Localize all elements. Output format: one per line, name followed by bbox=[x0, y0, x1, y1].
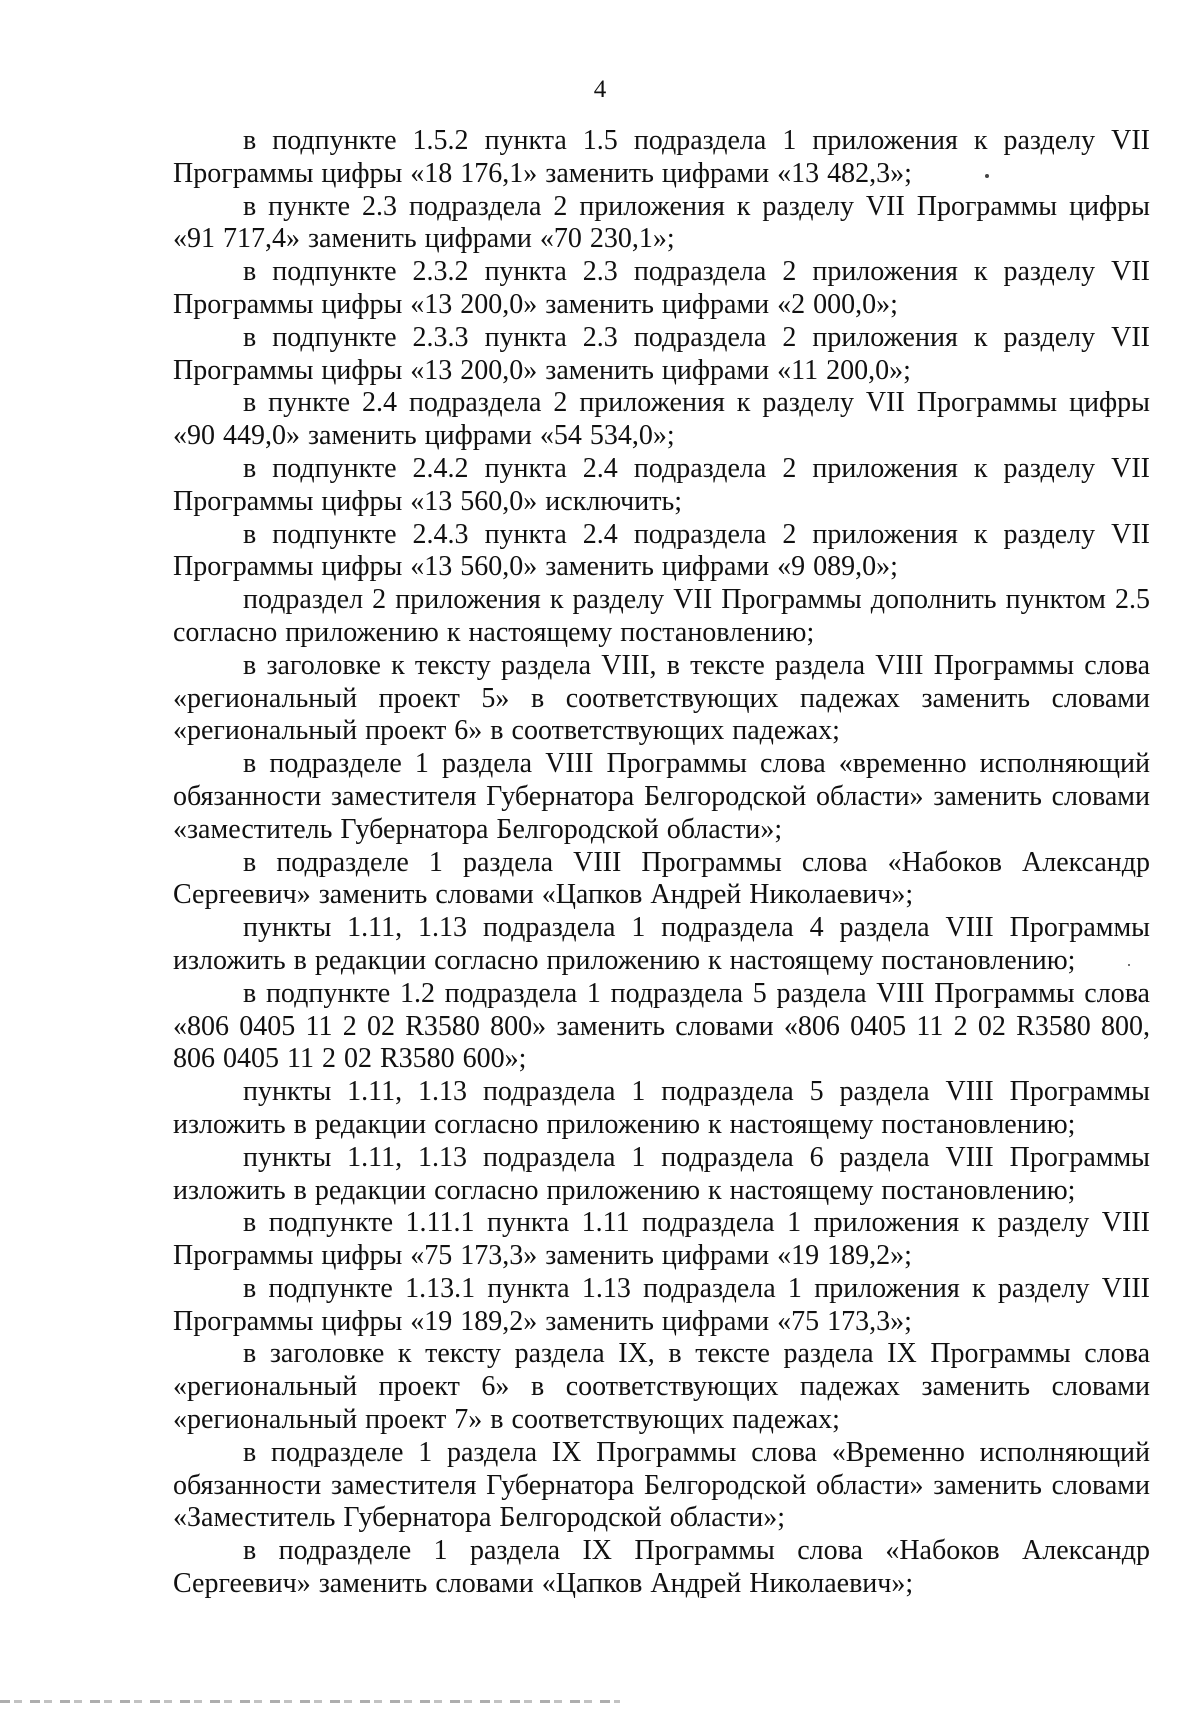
amendment-paragraph: в подразделе 1 раздела VIII Программы слова «Набоков Александр Сергеевич» заменить словами «Цапков Андрей Николаевич»; bbox=[173, 846, 1150, 911]
amendment-paragraph: в подпункте 1.13.1 пункта 1.13 подраздела 1 приложения к разделу VIII Программы цифры «19 189,2» заменить цифрами «75 173,3»; bbox=[173, 1272, 1150, 1337]
amendment-paragraph: в подпункте 2.3.3 пункта 2.3 подраздела 2 приложения к разделу VII Программы цифры «13 200,0» заменить цифрами «11 200,0»; bbox=[173, 321, 1150, 386]
amendment-paragraph: в подпункте 1.2 подраздела 1 подраздела 5 раздела VIII Программы слова «806 0405 11 2 02 R3580 800» заменить словами «806 0405 11 2 02 R3580 800, 806 0405 11 2 02 R3580 600»; bbox=[173, 977, 1150, 1075]
amendment-paragraph: пункты 1.11, 1.13 подраздела 1 подраздела 4 раздела VIII Программы изложить в редакции согласно приложению к настоящему постановлению; bbox=[173, 912, 1150, 976]
amendment-paragraph: в пункте 2.4 подраздела 2 приложения к разделу VII Программы цифры «90 449,0» заменить цифрами «54 534,0»; bbox=[173, 387, 1150, 452]
amendment-paragraph: в подпункте 2.3.2 пункта 2.3 подраздела 2 приложения к разделу VII Программы цифры «13 200,0» заменить цифрами «2 000,0»; bbox=[173, 256, 1150, 320]
amendment-paragraph: пункты 1.11, 1.13 подраздела 1 подраздела 6 раздела VIII Программы изложить в редакции согласно приложению к настоящему постановлению; bbox=[173, 1141, 1150, 1206]
amendment-paragraph: в подразделе 1 раздела IX Программы слова «Набоков Александр Сергеевич» заменить словами «Цапков Андрей Николаевич»; bbox=[173, 1535, 1150, 1600]
amendment-paragraph: в подпункте 2.4.3 пункта 2.4 подраздела 2 приложения к разделу VII Программы цифры «13 560,0» заменить цифрами «9 089,0»; bbox=[173, 518, 1150, 583]
amendment-paragraph: в подразделе 1 раздела VIII Программы слова «временно исполняющий обязанности заместителя Губернатора Белгородской области» заменить словами «заместитель Губернатора Белгородской области»; bbox=[173, 748, 1150, 845]
scan-edge-artifact bbox=[0, 1700, 620, 1703]
scan-dot bbox=[1128, 964, 1130, 966]
document-body bbox=[173, 125, 1150, 1601]
amendment-paragraph: в пункте 2.3 подраздела 2 приложения к разделу VII Программы цифры «91 717,4» заменить цифрами «70 230,1»; bbox=[173, 190, 1150, 255]
amendment-paragraph: в заголовке к тексту раздела VIII, в тексте раздела VIII Программы слова «региональный проект 5» в соответствующих падежах заменить словами «региональный проект 6» в соответствующих падежах; bbox=[173, 649, 1150, 747]
amendment-paragraph: в подпункте 1.11.1 пункта 1.11 подраздела 1 приложения к разделу VIII Программы цифры «75 173,3» заменить цифрами «19 189,2»; bbox=[173, 1207, 1150, 1272]
amendment-paragraph: подраздел 2 приложения к разделу VII Программы дополнить пунктом 2.5 согласно приложению к настоящему постановлению; bbox=[173, 584, 1150, 648]
amendment-paragraph: в подразделе 1 раздела IX Программы слова «Временно исполняющий обязанности заместителя Губернатора Белгородской области» заменить словами «Заместитель Губернатора Белгородской области»; bbox=[173, 1436, 1150, 1534]
amendment-paragraph: в подпункте 2.4.2 пункта 2.4 подраздела 2 приложения к разделу VII Программы цифры «13 560,0» исключить; bbox=[173, 452, 1150, 517]
page-number: 4 bbox=[593, 76, 607, 103]
amendment-paragraph: в заголовке к тексту раздела IX, в тексте раздела IX Программы слова «региональный проект 6» в соответствующих падежах заменить словами «региональный проект 7» в соответствующих падежах; bbox=[173, 1338, 1150, 1436]
amendment-paragraph: пункты 1.11, 1.13 подраздела 1 подраздела 5 раздела VIII Программы изложить в редакции согласно приложению к настоящему постановлению; bbox=[173, 1076, 1150, 1140]
scan-dot bbox=[985, 174, 989, 178]
amendment-paragraph: в подпункте 1.5.2 пункта 1.5 подраздела 1 приложения к разделу VII Программы цифры «18 176,1» заменить цифрами «13 482,3»; bbox=[173, 125, 1150, 189]
